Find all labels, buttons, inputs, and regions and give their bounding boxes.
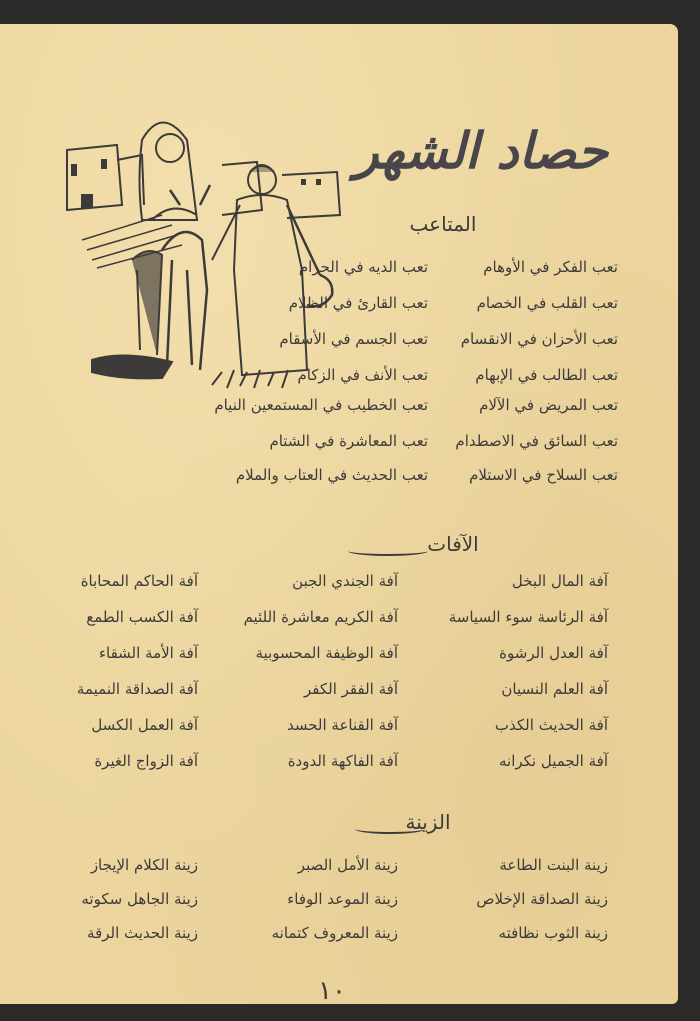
affliction-item: آفة العمل الكسل: [91, 716, 198, 734]
trouble-item: تعب السلاح في الاستلام: [469, 466, 618, 484]
page-number: ١٠: [318, 976, 346, 1006]
affliction-item: آفة الفاكهة الدودة: [287, 752, 398, 770]
trouble-item: تعب القلب في الخصام: [476, 294, 618, 312]
adornment-item: زينة الحديث الرقة: [87, 924, 198, 942]
adornment-item: زينة الثوب نظافته: [498, 924, 608, 942]
trouble-item: تعب الأنف في الزكام: [297, 366, 428, 384]
adornment-item: زينة الجاهل سكوته: [81, 890, 198, 908]
trouble-item: تعب الديه في الحرام: [298, 258, 428, 276]
affliction-item: آفة الأمة الشقاء: [98, 644, 198, 662]
adornment-item: زينة الصداقة الإخلاص: [476, 890, 608, 908]
adornment-item: زينة المعروف كتمانه: [271, 924, 398, 942]
affliction-item: آفة الجندي الجبن: [292, 572, 398, 590]
adornment-item: زينة الكلام الإيجاز: [90, 856, 198, 874]
affliction-item: آفة الكريم معاشرة اللئيم: [243, 608, 398, 626]
affliction-item: آفة الوظيفة المحسوبية: [255, 644, 398, 662]
adornment-item: زينة الأمل الصبر: [297, 856, 398, 874]
book-page: [0, 24, 678, 1004]
section-heading-adornments: الزينة: [405, 810, 451, 834]
affliction-item: آفة الحديث الكذب: [494, 716, 608, 734]
affliction-item: آفة الحاكم المحاباة: [80, 572, 198, 590]
trouble-item: تعب القارئ في الظلام: [288, 294, 428, 312]
affliction-item: آفة المال البخل: [511, 572, 608, 590]
section-heading-troubles: المتاعب: [409, 212, 477, 236]
affliction-item: آفة الفقر الكفر: [304, 680, 398, 698]
affliction-item: آفة القناعة الحسد: [286, 716, 398, 734]
affliction-item: آفة الزواج الغيرة: [94, 752, 198, 770]
heading-swash-decoration: [355, 824, 425, 834]
affliction-item: آفة العلم النسيان: [501, 680, 608, 698]
trouble-item: تعب السائق في الاصطدام: [455, 432, 618, 450]
trouble-item: تعب المعاشرة في الشتام: [269, 432, 428, 450]
section-heading-afflictions: الآفات: [427, 532, 479, 556]
page-title: حصاد الشهر: [354, 122, 608, 180]
trouble-item: تعب الفكر في الأوهام: [483, 258, 618, 276]
trouble-item: تعب الخطيب في المستمعين النيام: [214, 396, 428, 414]
trouble-item: تعب الطالب في الإبهام: [475, 366, 618, 384]
affliction-item: آفة الكسب الطمع: [86, 608, 198, 626]
affliction-item: آفة العدل الرشوة: [499, 644, 608, 662]
adornment-item: زينة البنت الطاعة: [499, 856, 608, 874]
trouble-item: تعب الأحزان في الانقسام: [460, 330, 618, 348]
adornment-item: زينة الموعد الوفاء: [287, 890, 398, 908]
affliction-item: آفة الرئاسة سوء السياسة: [448, 608, 608, 626]
affliction-item: آفة الجميل نكرانه: [498, 752, 608, 770]
affliction-item: آفة الصداقة النميمة: [76, 680, 198, 698]
trouble-item: تعب الحديث في العتاب والملام: [235, 466, 428, 484]
trouble-item: تعب الجسم في الأسقام: [279, 330, 428, 348]
heading-swash-decoration: [348, 546, 428, 556]
trouble-item: تعب المريض في الآلام: [479, 396, 618, 414]
